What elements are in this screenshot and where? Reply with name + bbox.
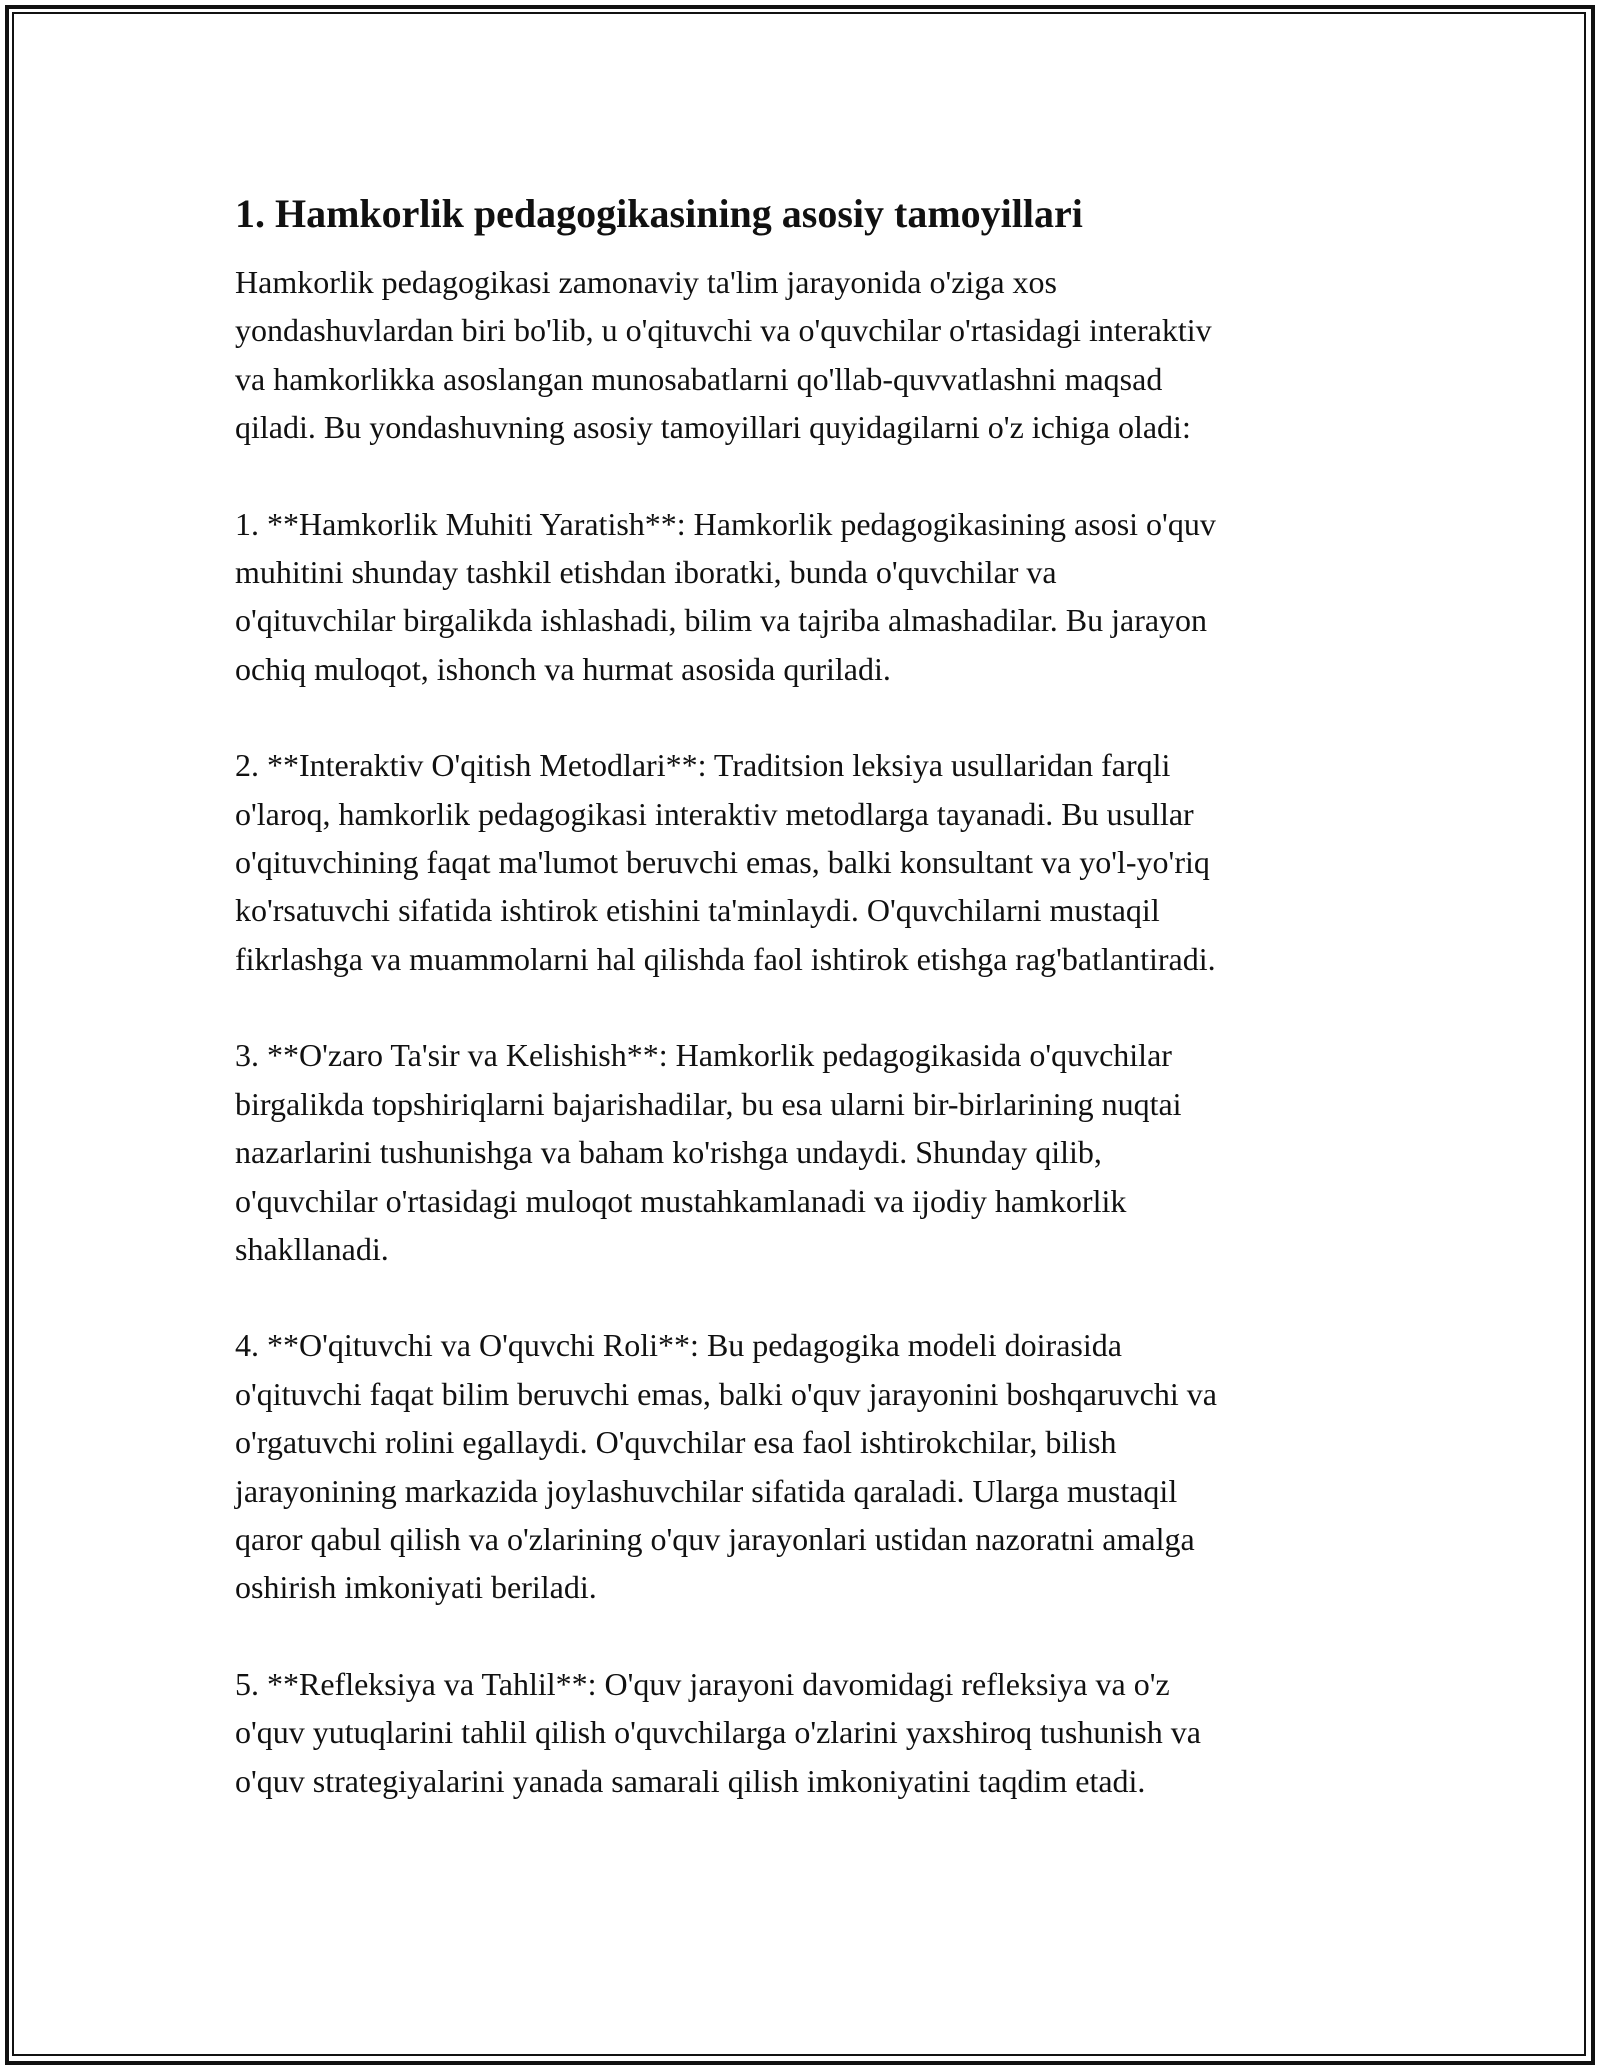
principle-item-2: 2. **Interaktiv O'qitish Metodlari**: Traditsion leksiya usullaridan farqli o'laroq, hamkorlik pedagogikasi interaktiv metodlarga tayanadi. Bu usullar o'qituvchining faqat ma'lumot beruvchi emas, balki konsultant va yo'l-yo'riq ko'rsatuvchi sifatida ishtirok etishini ta'minlaydi. O'quvchilarni mustaqil fikrlashga va muammolarni hal qilishda faol ishtirok etishga rag'batlantiradi. [235, 747, 1216, 977]
principle-item-4: 4. **O'qituvchi va O'quvchi Roli**: Bu pedagogika modeli doirasida o'qituvchi faqat bilim beruvchi emas, balki o'quv jarayonini boshqaruvchi va o'rgatuvchi rolini egallaydi. O'quvchilar esa faol ishtirokchilar, bilish jarayonining markazida joylashuvchilar sifatida qaraladi. Ularga mustaqil qaror qabul qilish va o'zlarining o'quv jarayonlari ustidan nazoratni amalga oshirish imkoniyati beriladi. [235, 1327, 1217, 1606]
principle-item-5: 5. **Refleksiya va Tahlil**: O'quv jarayoni davomidagi refleksiya va o'z o'quv yutuqlarini tahlil qilish o'quvchilarga o'zlarini yaxshiroq tushunish va o'quv strategiyalarini yanada samarali qilish imkoniyatini taqdim etadi. [235, 1665, 1201, 1799]
intro-paragraph: Hamkorlik pedagogikasi zamonaviy ta'lim jarayonida o'ziga xos yondashuvlardan biri bo'lib, u o'qituvchi va o'quvchilar o'rtasidagi interaktiv va hamkorlikka asoslangan munosabatlarni qo'llab-quvvatlashni maqsad qiladi. Bu yondashuvning asosiy tamoyillari quyidagilarni o'z ichiga oladi: [235, 264, 1212, 446]
document-body [235, 186, 1385, 1805]
principle-item-3: 3. **O'zaro Ta'sir va Kelishish**: Hamkorlik pedagogikasida o'quvchilar birgalikda topshiriqlarni bajarishadilar, bu esa ularni bir-birlarining nuqtai nazarlarini tushunishga va baham ko'rishga undaydi. Shunday qilib, o'quvchilar o'rtasidagi muloqot mustahkamlanadi va ijodiy hamkorlik shakllanadi. [235, 1037, 1182, 1267]
section-title: 1. Hamkorlik pedagogikasining asosiy tamoyillari [235, 191, 1083, 236]
principle-item-1: 1. **Hamkorlik Muhiti Yaratish**: Hamkorlik pedagogikasining asosi o'quv muhitini shunday tashkil etishdan iboratki, bunda o'quvchilar va o'qituvchilar birgalikda ishlashadi, bilim va tajriba almashadilar. Bu jarayon ochiq muloqot, ishonch va hurmat asosida quriladi. [235, 505, 1216, 687]
